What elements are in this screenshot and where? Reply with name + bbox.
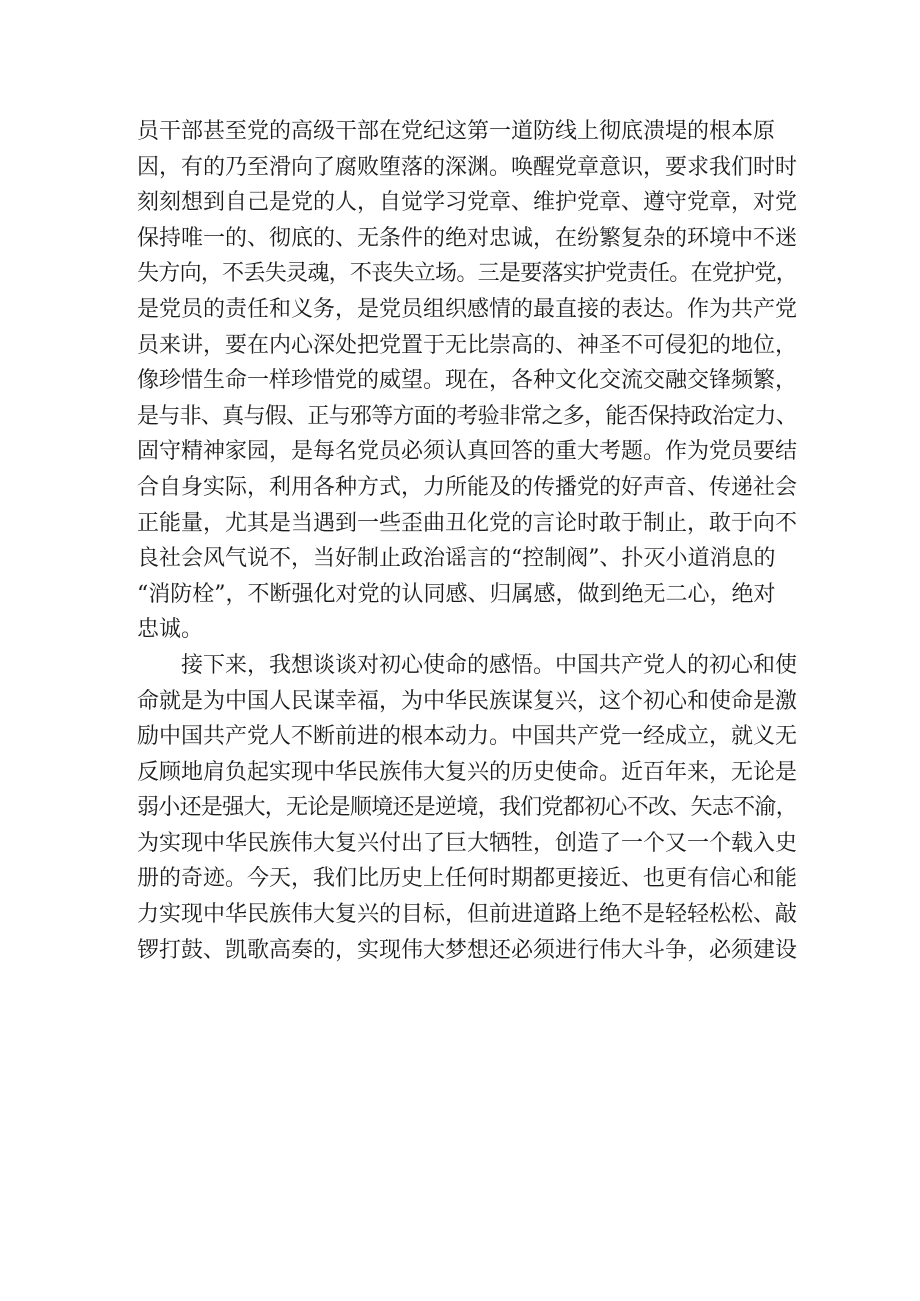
text-line: 合自身实际，利用各种方式，力所能及的传播党的好声音、传递社会: [137, 474, 798, 500]
text-line: 正能量，尤其是当遇到一些歪曲丑化党的言论时敢于制止，敢于向不: [137, 510, 798, 536]
text-line: 册的奇迹。今天，我们比历史上任何时期都更接近、也更有信心和能: [137, 866, 798, 892]
text-line: 忠诚。: [137, 617, 204, 643]
paragraph: [137, 114, 797, 648]
text-line: 命就是为中国人民谋幸福，为中华民族谋复兴，这个初心和使命是激: [137, 688, 798, 714]
text-line: 弱小还是强大，无论是顺境还是逆境，我们党都初心不改、矢志不渝，: [137, 795, 797, 821]
paragraph: [137, 648, 797, 968]
text-line: 因，有的乃至滑向了腐败堕落的深渊。唤醒党章意识，要求我们时时: [137, 154, 798, 180]
text-line: 是与非、真与假、正与邪等方面的考验非常之多，能否保持政治定力、: [137, 403, 797, 429]
text-line: 力实现中华民族伟大复兴的目标，但前进道路上绝不是轻轻松松、敲: [137, 902, 798, 928]
document-body: [137, 114, 797, 968]
text-line: 刻刻想到自己是党的人，自觉学习党章、维护党章、遵守党章，对党: [137, 190, 798, 216]
text-line: 失方向，不丢失灵魂，不丧失立场。三是要落实护党责任。在党护党，: [137, 261, 797, 287]
text-line: 员来讲，要在内心深处把党置于无比崇高的、神圣不可侵犯的地位，: [137, 332, 798, 358]
text-line: 励中国共产党人不断前进的根本动力。中国共产党一经成立，就义无: [137, 724, 798, 750]
text-line: 员干部甚至党的高级干部在党纪这第一道防线上彻底溃堤的根本原: [137, 119, 776, 144]
text-line: 反顾地肩负起实现中华民族伟大复兴的历史使命。近百年来，无论是: [137, 759, 798, 785]
text-line: 锣打鼓、凯歌高奏的，实现伟大梦想还必须进行伟大斗争，必须建设: [137, 937, 798, 963]
text-line: “消防栓”，不断强化对党的认同感、归属感，做到绝无二心，绝对: [137, 581, 776, 607]
text-line: 为实现中华民族伟大复兴付出了巨大牺牲，创造了一个又一个载入史: [137, 830, 798, 856]
text-line: 保持唯一的、彻底的、无条件的绝对忠诚，在纷繁复杂的环境中不迷: [137, 225, 798, 251]
text-line: 接下来，我想谈谈对初心使命的感悟。中国共产党人的初心和使: [181, 652, 798, 678]
text-line: 像珍惜生命一样珍惜党的威望。现在，各种文化交流交融交锋频繁，: [137, 368, 798, 394]
text-line: 良社会风气说不，当好制止政治谣言的“控制阀”、扑灭小道消息的: [137, 546, 776, 572]
text-line: 是党员的责任和义务，是党员组织感情的最直接的表达。作为共产党: [137, 296, 798, 322]
text-line: 固守精神家园，是每名党员必须认真回答的重大考题。作为党员要结: [137, 439, 798, 465]
